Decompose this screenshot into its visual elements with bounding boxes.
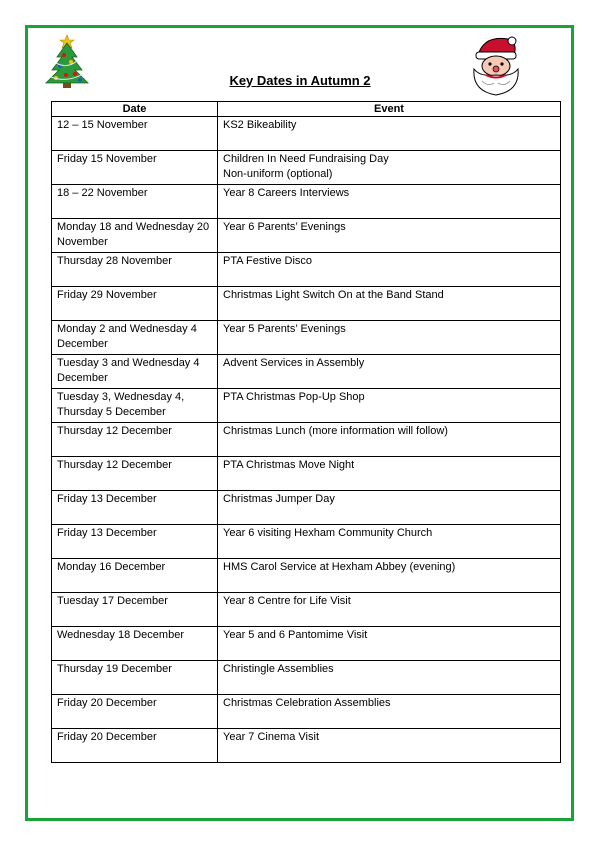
date-cell: Friday 20 December xyxy=(52,729,218,763)
table-header-row xyxy=(52,102,561,117)
event-text: PTA Christmas Pop-Up Shop xyxy=(223,391,365,403)
event-cell xyxy=(218,457,561,491)
event-text: PTA Christmas Move Night xyxy=(223,459,355,471)
event-cell xyxy=(218,321,561,355)
table-row xyxy=(52,151,561,185)
event-text: PTA Festive Disco xyxy=(223,255,313,267)
event-text: HMS Carol Service at Hexham Abbey (evening) xyxy=(223,561,456,573)
event-text: Christmas Light Switch On at the Band Stand xyxy=(223,289,444,301)
date-cell: Friday 29 November xyxy=(52,287,218,321)
event-cell xyxy=(218,287,561,321)
date-cell: Friday 20 December xyxy=(52,695,218,729)
date-cell: Friday 15 November xyxy=(52,151,218,185)
table-row xyxy=(52,661,561,695)
event-note: Non-uniform (optional) xyxy=(223,168,333,180)
date-cell: Tuesday 17 December xyxy=(52,593,218,627)
table-row xyxy=(52,695,561,729)
event-text: Year 8 Centre for Life Visit xyxy=(223,595,351,607)
event-text: Advent Services in Assembly xyxy=(223,357,365,369)
event-text: Year 6 visiting Hexham Community Church xyxy=(223,527,433,539)
date-cell: Thursday 28 November xyxy=(52,253,218,287)
event-cell xyxy=(218,491,561,525)
table-row xyxy=(52,355,561,389)
event-text: Year 6 Parents’ Evenings xyxy=(223,221,346,233)
event-cell xyxy=(218,219,561,253)
date-cell: Thursday 12 December xyxy=(52,423,218,457)
table-row xyxy=(52,185,561,219)
event-cell xyxy=(218,423,561,457)
event-text: Christmas Lunch (more information will follow) xyxy=(223,425,448,437)
event-cell xyxy=(218,151,561,185)
column-header-date: Date xyxy=(52,102,218,117)
date-cell: 18 – 22 November xyxy=(52,185,218,219)
date-cell: 12 – 15 November xyxy=(52,117,218,151)
table-row xyxy=(52,627,561,661)
event-text: Christmas Celebration Assemblies xyxy=(223,697,391,709)
date-cell: Wednesday 18 December xyxy=(52,627,218,661)
table-row xyxy=(52,559,561,593)
table-row xyxy=(52,491,561,525)
event-text: Children In Need Fundraising Day xyxy=(223,153,389,165)
table-row xyxy=(52,525,561,559)
page-title: Key Dates in Autumn 2 xyxy=(229,73,371,88)
event-text: Christingle Assemblies xyxy=(223,663,334,675)
date-cell: Tuesday 3, Wednesday 4, Thursday 5 December xyxy=(52,389,218,423)
event-cell xyxy=(218,661,561,695)
date-cell: Monday 2 and Wednesday 4 December xyxy=(52,321,218,355)
table-row xyxy=(52,457,561,491)
date-cell: Friday 13 December xyxy=(52,525,218,559)
column-header-event: Event xyxy=(218,102,561,117)
event-text: Year 5 Parents’ Evenings xyxy=(223,323,346,335)
table-row xyxy=(52,117,561,151)
event-cell xyxy=(218,389,561,423)
event-cell xyxy=(218,355,561,389)
table-row xyxy=(52,253,561,287)
table-row xyxy=(52,287,561,321)
table-row xyxy=(52,423,561,457)
date-cell: Friday 13 December xyxy=(52,491,218,525)
event-cell xyxy=(218,253,561,287)
table-row xyxy=(52,593,561,627)
date-cell: Tuesday 3 and Wednesday 4 December xyxy=(52,355,218,389)
event-cell xyxy=(218,525,561,559)
event-text: KS2 Bikeability xyxy=(223,119,297,131)
date-cell: Monday 16 December xyxy=(52,559,218,593)
table-row xyxy=(52,729,561,763)
date-cell: Thursday 12 December xyxy=(52,457,218,491)
event-cell xyxy=(218,185,561,219)
key-dates-table xyxy=(51,101,561,763)
date-cell: Monday 18 and Wednesday 20 November xyxy=(52,219,218,253)
date-cell: Thursday 19 December xyxy=(52,661,218,695)
event-text: Year 8 Careers Interviews xyxy=(223,187,350,199)
table-row xyxy=(52,219,561,253)
event-text: Year 5 and 6 Pantomime Visit xyxy=(223,629,368,641)
table-row xyxy=(52,389,561,423)
event-cell xyxy=(218,729,561,763)
event-text: Year 7 Cinema Visit xyxy=(223,731,319,743)
table-row xyxy=(52,321,561,355)
event-cell xyxy=(218,695,561,729)
event-text: Christmas Jumper Day xyxy=(223,493,335,505)
event-cell xyxy=(218,627,561,661)
event-cell xyxy=(218,117,561,151)
event-cell xyxy=(218,559,561,593)
event-cell xyxy=(218,593,561,627)
